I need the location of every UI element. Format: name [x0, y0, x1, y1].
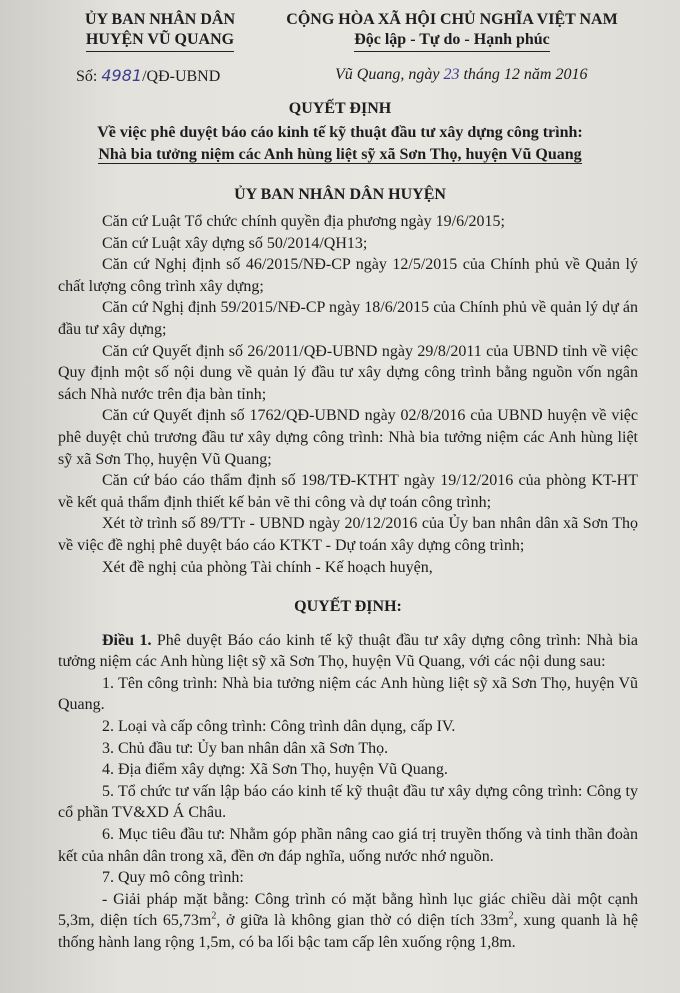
article-1-text: Phê duyệt Báo cáo kinh tế kỹ thuật đầu tư xây dựng công trình: Nhà bia tưởng niệm các Anh hùng liệt sỹ xã Sơn Thọ, huyện Vũ Quang, với các nội dung sau: — [58, 631, 639, 671]
document-subtitle — [0, 122, 680, 166]
decision-heading: QUYẾT ĐỊNH: — [294, 598, 402, 616]
article-item: 6. Mục tiêu đầu tư: Nhằm góp phần nâng cao giá trị truyền thống và tinh thần đoàn kết của nhân dân trong xã, đền ơn đáp nghĩa, uống nước nhớ nguồn. — [58, 826, 638, 865]
document-number — [76, 66, 220, 86]
basis-paragraph: Căn cứ báo cáo thẩm định số 198/TĐ-KTHT ngày 19/12/2016 của phòng KT-HT về kết quả thẩm định thiết kế bản vẽ thi công và dự toán công trình; — [58, 472, 638, 511]
issuing-agency — [70, 10, 250, 52]
place-date — [335, 66, 587, 84]
scale-text-1: - Giải pháp mặt bằng: Công trình có mặt bằng hình lục giác chiều dài một cạnh 5,3m, diện tích 65,73m — [58, 890, 638, 930]
basis-paragraph: Xét đề nghị của phòng Tài chính - Kế hoạch huyện, — [102, 558, 433, 576]
authority-heading: ỦY BAN NHÂN DÂN HUYỆN — [234, 186, 446, 203]
basis-paragraph: Căn cứ Nghị định 59/2015/NĐ-CP ngày 18/6/2015 của Chính phủ về quản lý dự án đầu tư xây dựng; — [58, 299, 638, 338]
agency-line1: ỦY BAN NHÂN DÂN — [84, 11, 236, 28]
scale-paragraph — [58, 889, 638, 954]
scale-text-3: , xung quanh là hệ thống hành lang rộng 1,5m, có ba lối bậc tam cấp lên xuống rộng 1,8m. — [58, 912, 639, 951]
basis-paragraph: Xét tờ trình số 89/TTr - UBND ngày 20/12/2016 của Ủy ban nhân dân xã Sơn Thọ về việc đề nghị phê duyệt báo cáo KTKT - Dự toán xây dựng công trình; — [58, 515, 638, 554]
docno-handwritten: 4981 — [101, 66, 143, 85]
basis-paragraph: Căn cứ Quyết định số 26/2011/QĐ-UBND ngày 29/8/2011 của UBND tỉnh về việc Quy định một số nội dung về quản lý đầu tư xây dựng công trình bằng nguồn vốn ngân sách Nhà nước trên địa bàn tỉnh; — [58, 342, 638, 403]
article-item: 2. Loại và cấp công trình: Công trình dân dụng, cấp IV. — [102, 718, 456, 736]
agency-line2: HUYỆN VŨ QUANG — [86, 30, 234, 52]
basis-paragraph: Căn cứ Luật Tổ chức chính quyền địa phương ngày 19/6/2015; — [102, 213, 505, 230]
motto: Độc lập - Tự do - Hạnh phúc — [354, 30, 550, 52]
article-item: 3. Chủ đầu tư: Ủy ban nhân dân xã Sơn Thọ. — [102, 739, 389, 757]
article-item: 5. Tổ chức tư vấn lập báo cáo kinh tế kỹ thuật đầu tư xây dựng công trình: Công ty cổ phần TV&XD Á Châu. — [58, 782, 638, 822]
article-item: 4. Địa điểm xây dựng: Xã Sơn Thọ, huyện Vũ Quang. — [102, 761, 448, 779]
docno-suffix: /QĐ-UBND — [142, 68, 221, 85]
national-motto — [272, 10, 632, 52]
basis-paragraph: Căn cứ Quyết định số 1762/QĐ-UBND ngày 02/8/2016 của UBND huyện về việc phê duyệt chủ trương đầu tư xây dựng công trình: Nhà bia tưởng niệm các Anh hùng liệt sỹ xã Sơn Thọ, huyện Vũ Quang; — [58, 407, 638, 468]
country-name: CỘNG HÒA XÃ HỘI CHỦ NGHĨA VIỆT NAM — [286, 11, 618, 28]
scale-sup-2: 2 — [508, 911, 514, 923]
basis-paragraph: Căn cứ Luật xây dựng số 50/2014/QH13; — [102, 234, 368, 252]
document-title: QUYẾT ĐỊNH — [288, 100, 392, 117]
article-1-label: Điều 1. — [102, 631, 152, 649]
subtitle-line1: Về việc phê duyệt báo cáo kinh tế kỹ thuật đầu tư xây dựng công trình: — [97, 124, 583, 141]
article-item: 7. Quy mô công trình: — [102, 869, 244, 887]
article-item: 1. Tên công trình: Nhà bia tưởng niệm các Anh hùng liệt sỹ xã Sơn Thọ, huyện Vũ Quang. — [58, 674, 638, 714]
place-after-day: tháng 12 năm 2016 — [463, 66, 588, 83]
article-1 — [58, 630, 638, 673]
day-handwritten: 23 — [443, 66, 460, 83]
basis-paragraph: Căn cứ Nghị định số 46/2015/NĐ-CP ngày 12/5/2015 của Chính phủ về Quản lý chất lượng công trình xây dựng; — [58, 256, 638, 295]
scale-sup-1: 2 — [211, 911, 217, 923]
place-before-day: Vũ Quang, ngày — [335, 66, 440, 83]
document-body — [58, 211, 638, 954]
subtitle-line2: Nhà bia tưởng niệm các Anh hùng liệt sỹ xã Sơn Thọ, huyện Vũ Quang — [98, 146, 582, 163]
scale-text-2: , ở giữa là không gian thờ có diện tích 33m — [216, 912, 509, 930]
docno-prefix: Số: — [76, 68, 98, 85]
